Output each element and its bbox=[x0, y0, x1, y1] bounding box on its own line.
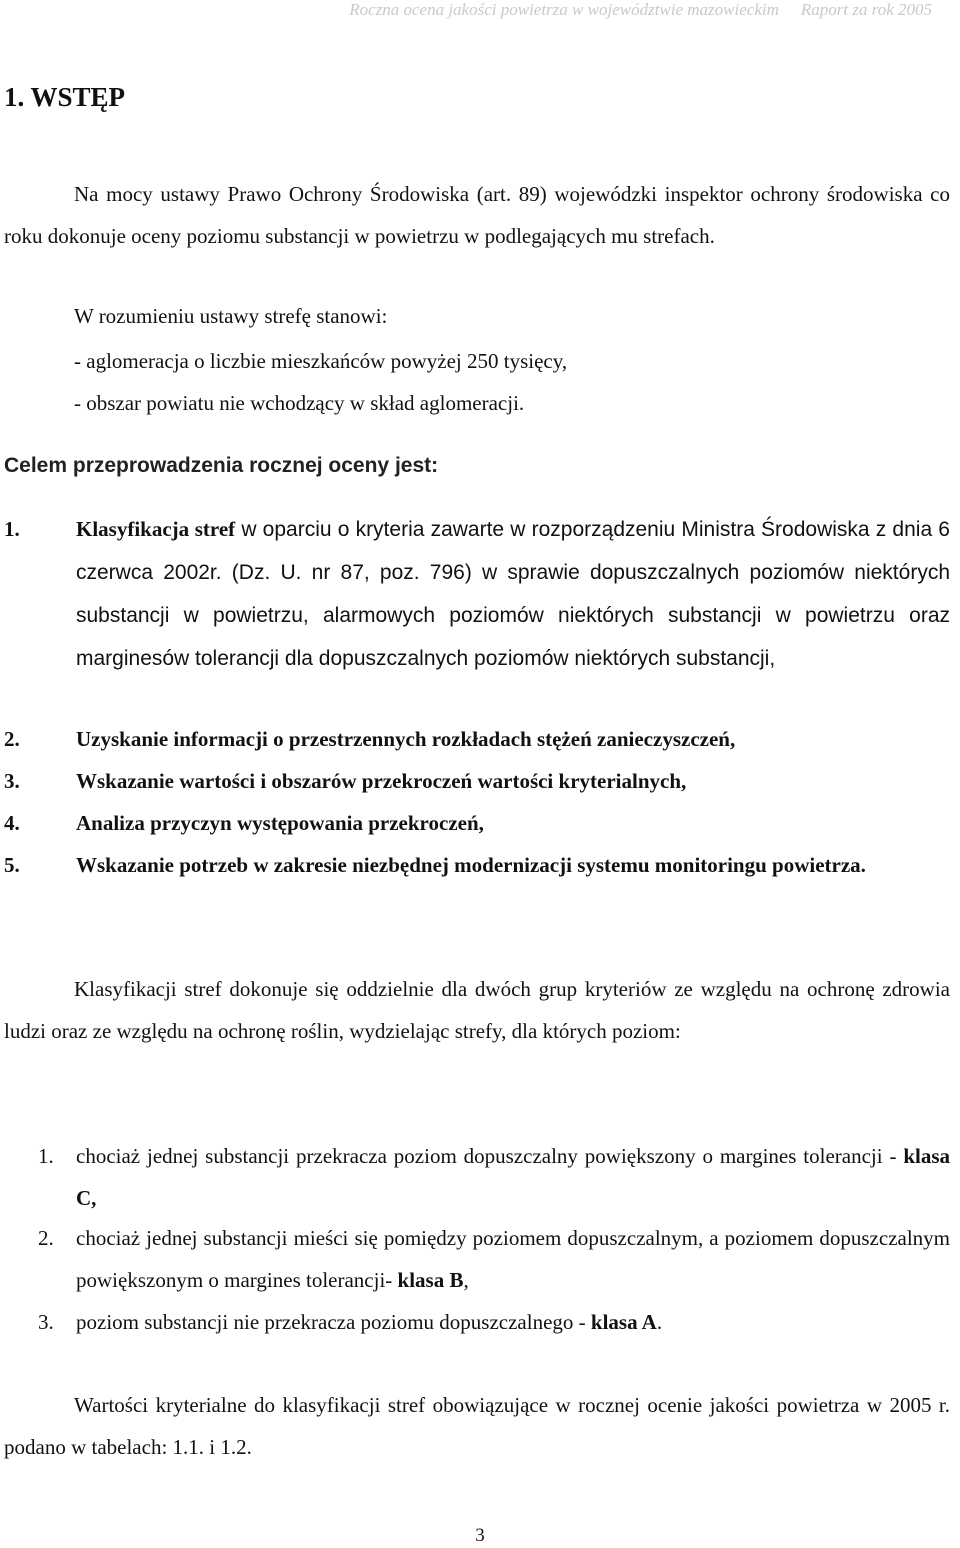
goal-text: Uzyskanie informacji o przestrzennych rozkładach stężeń zanieczyszczeń, bbox=[76, 727, 736, 751]
zone-item-agglomeration: - aglomeracja o liczbie mieszkańców powyżej 250 tysięcy, bbox=[74, 349, 568, 373]
goal-item-4 bbox=[4, 802, 950, 844]
class-text: chociaż jednej substancji mieści się pomiędzy poziomem dopuszczalnym, a poziomem dopuszczalnym powiększonym o margines tolerancji- bbox=[76, 1226, 950, 1292]
class-tail: , bbox=[463, 1268, 469, 1292]
class-item-b bbox=[4, 1217, 950, 1301]
class-item-a bbox=[4, 1301, 950, 1343]
class-number: 2. bbox=[38, 1226, 54, 1250]
goal-number: 5. bbox=[4, 853, 20, 877]
goal-item-2 bbox=[4, 718, 950, 760]
goal-item-5 bbox=[4, 844, 950, 886]
class-label: klasa B bbox=[397, 1268, 464, 1292]
class-item-c bbox=[4, 1135, 950, 1219]
goal-number: 1. bbox=[4, 517, 20, 541]
intro-paragraph: Na mocy ustawy Prawo Ochrony Środowiska (art. 89) wojewódzki inspektor ochrony środowiska co roku dokonuje oceny poziomu substancji w powietrzu w podlegających mu strefach. bbox=[4, 182, 950, 248]
classification-intro: Klasyfikacji stref dokonuje się oddzielnie dla dwóch grup kryteriów ze względu na ochronę zdrowia ludzi oraz ze względu na ochronę roślin, wydzielając strefy, dla których poziom: bbox=[4, 977, 950, 1043]
zone-item-district: - obszar powiatu nie wchodzący w skład aglomeracji. bbox=[74, 391, 525, 415]
header-report: Raport za rok 2005 bbox=[800, 0, 932, 19]
goal-item-1 bbox=[4, 508, 950, 680]
section-title: 1. WSTĘP bbox=[4, 82, 126, 112]
zone-definition: W rozumieniu ustawy strefę stanowi: bbox=[74, 304, 388, 328]
goal-text: Wskazanie potrzeb w zakresie niezbędnej modernizacji systemu monitoringu powietrza. bbox=[76, 853, 866, 877]
goal-number: 3. bbox=[4, 769, 20, 793]
class-text: chociaż jednej substancji przekracza poziom dopuszczalny powiększony o margines tolerancji - bbox=[76, 1144, 904, 1168]
class-label: klasa A bbox=[590, 1310, 657, 1334]
goal-text: Analiza przyczyn występowania przekroczeń, bbox=[76, 811, 484, 835]
goal-text: w oparciu o kryteria zawarte w rozporządzeniu Ministra Środowiska z dnia 6 czerwca 2002r. (Dz. U. nr 87, poz. 796) w sprawie dopuszczalnych poziomów niektórych substancji w powietrzu, alarmowych poziomów niektórych substancji w powietrzu oraz marginesów tolerancji dla dopuszczalnych poziomów niektórych substancji, bbox=[76, 518, 950, 670]
goal-text: Wskazanie wartości i obszarów przekroczeń wartości kryterialnych, bbox=[76, 769, 687, 793]
goal-bold-label: Klasyfikacja stref bbox=[76, 517, 236, 541]
class-text: poziom substancji nie przekracza poziomu dopuszczalnego - bbox=[76, 1310, 591, 1334]
class-tail: . bbox=[656, 1310, 663, 1334]
class-number: 1. bbox=[38, 1144, 54, 1168]
class-number: 3. bbox=[38, 1310, 54, 1334]
closing-paragraph: Wartości kryterialne do klasyfikacji stref obowiązujące w rocznej ocenie jakości powietrza w 2005 r. podano w tabelach: 1.1. i 1.2. bbox=[4, 1393, 950, 1459]
goal-number: 2. bbox=[4, 727, 20, 751]
goal-item-3 bbox=[4, 760, 950, 802]
header-title: Roczna ocena jakości powietrza w województwie mazowieckim bbox=[349, 0, 779, 19]
running-header bbox=[349, 0, 932, 20]
goal-number: 4. bbox=[4, 811, 20, 835]
page-number: 3 bbox=[475, 1525, 485, 1546]
class-label: klasa C, bbox=[76, 1144, 950, 1210]
goals-heading: Celem przeprowadzenia rocznej oceny jest: bbox=[4, 454, 439, 477]
